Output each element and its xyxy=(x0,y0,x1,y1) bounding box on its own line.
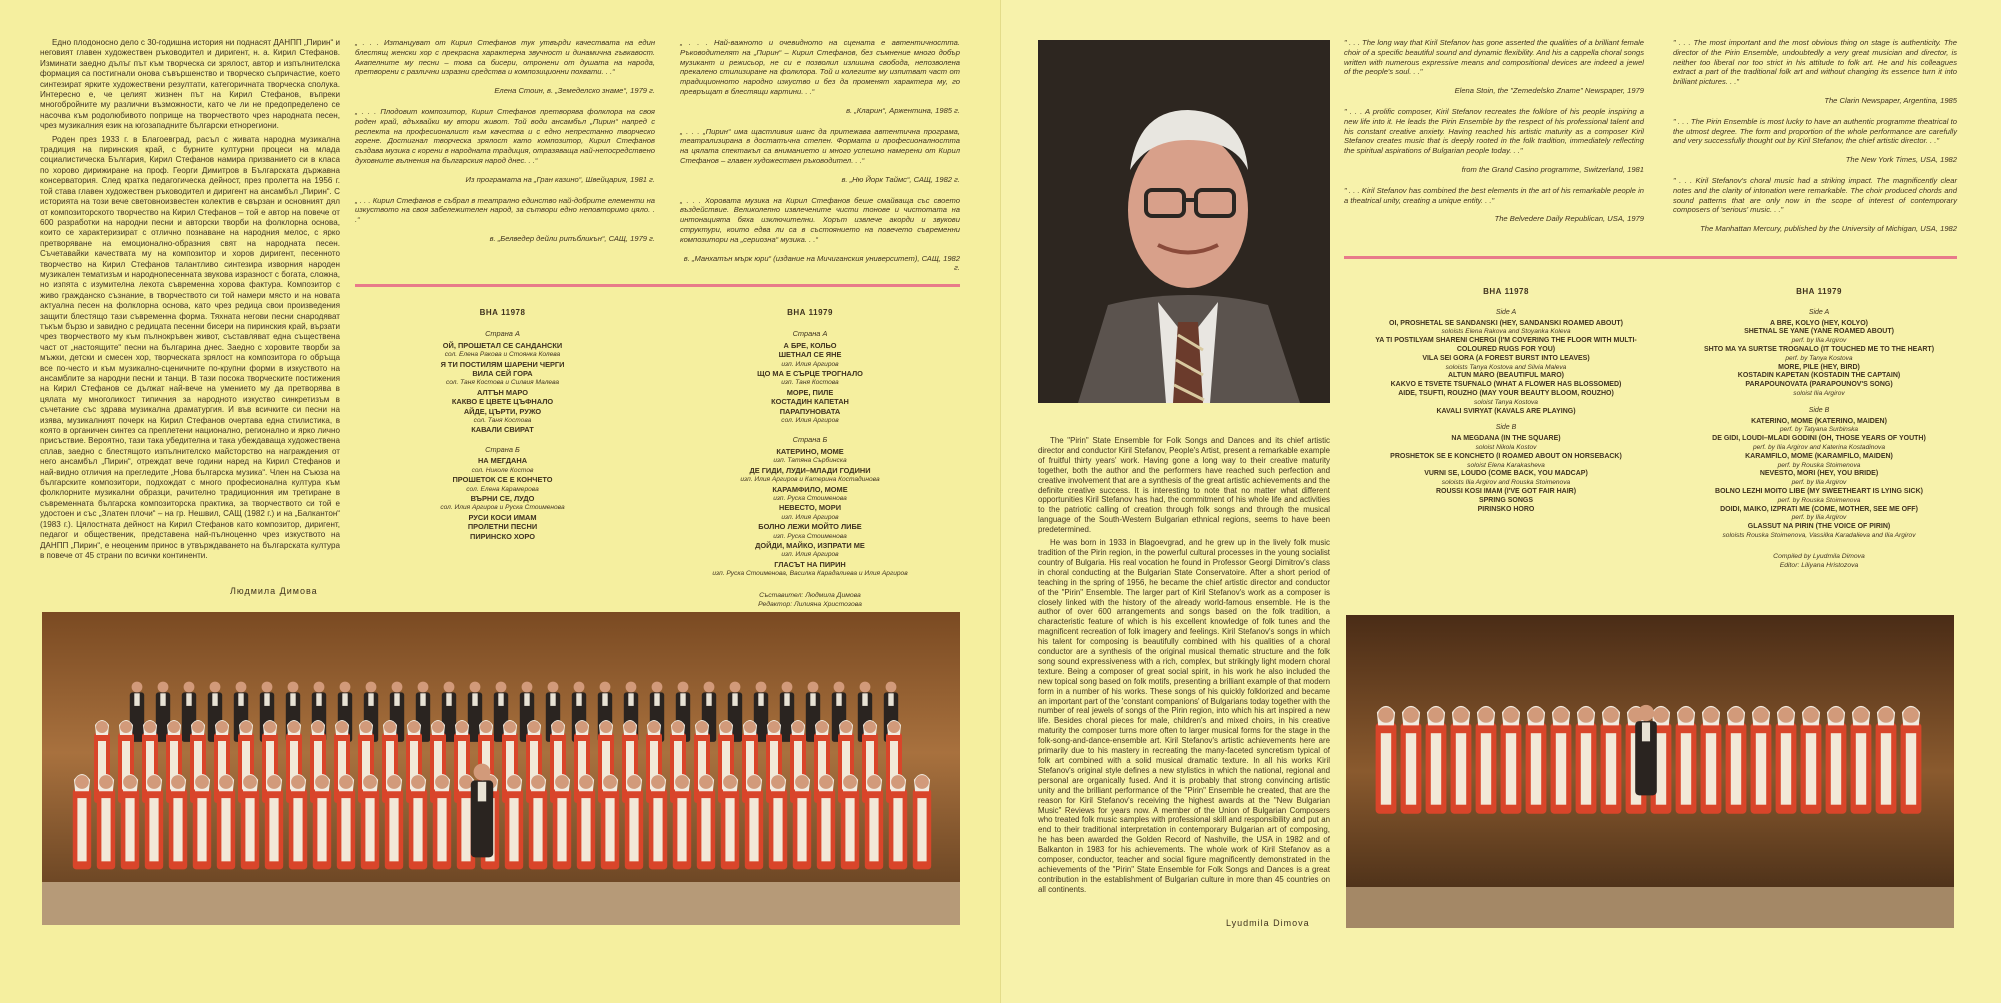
right-page xyxy=(1000,0,2001,1003)
track-title: ПРОШЕТОК СЕ Е КОНЧЕТО xyxy=(452,475,553,485)
side-label: Страна А xyxy=(485,329,520,339)
track-title: КАКВО Е ЦВЕТЕ ЦЪФНАЛО xyxy=(451,397,554,407)
bio-paragraph: He was born in 1933 in Blagoevgrad, and he grew up in the lively folk music tradition of the Pirin region, in the powerful cultural processes in the young socialist country of Bulgaria. His real vocation he found in Professor Georgi Dimitrov's class in choral conducting at the Bulgarian State Conservatoire. After a short period of teaching in the spring of 1956, he became the chief artistic director and conductor of the "Pirin" Ensemble. The larger part of Kiril Stefanov's work as a composer is closely linked with the history of the already world-famous ensemble. He is the author of over 600 arrangements and songs based on the folk tradition, a characteristic feature of which is his excellent knowledge of folk tunes and the magnificent recreation of folk imagery and feelings. Kiril Stefanov's songs in which his talent for composing is beautifully combined with his qualities of a choral conductor are a synthesis of the original musical thematic structure and the folk song sound expressiveness with a rich, complex, but strikingly light modern choral texture. Being a composer of great social spirit, in his work he also included the new topical song based on folk motifs, presenting a brilliant example of that modern form in a number of his works. These songs of his quickly folklorized and became an important part of the 'constant companions' of Bulgarians today together with the number of real jewels of songs of the Pirin region, into which his art inspired a new life. Besides choral pieces for male, children's and mixed choirs, in his creative maturity the composer turns more often to larger musical forms for the stage in the folk-song-and-dance-ensemble art. Kiril Stefanov's artistic achievements here are primarily due to his mastery in recreating the many-faceted syncretism typical of folk art combined with a solid musical dramatic texture. In all his works Kiril Stefanov's original style defines a new stylistics in which the national, regional and personal are organically fused. And it is probably that strong convincing artistic unity and the brilliant performance of the "Pirin" Ensemble he created, that are the reason for Kiril Stefanov's receiving the highest awards at the "New Bulgarian Music" Reviews for years now. A member of the Union of Bulgarian Composers who treated folk music samples with professional skill and responsibility and put an end to their traditional interpretation in contemporary Bulgarian art of composing, he has been awarded the Golden Record of Nashville, the USA in 1982 and of Balkanton in 1983 for his achievements. The whole work of Kiril Stefanov as a composer, conductor, teacher and social figure magnificently demonstrated in the achievements of the "Pirin" State Ensemble for Folk Songs and Dances is a great contribution in the establishment of Bulgarian culture in more than 45 countries on all continents. xyxy=(1038,538,1330,894)
credit-line: Съставител: Людмила Димова xyxy=(759,591,861,599)
track-title: РУСИ КОСИ ИМАМ xyxy=(468,512,537,522)
track-title: DOIDI, MAIKO, IZPRATI ME (COME, MOTHER, SEE ME OFF) xyxy=(1720,505,1918,513)
singer-figure xyxy=(1476,706,1497,814)
quote-source: в. „Кларин“, Аржентина, 1985 г. xyxy=(846,105,960,115)
side-label: Side A xyxy=(1495,308,1517,316)
singer-figure xyxy=(1751,706,1772,814)
singer-figure xyxy=(1601,706,1622,814)
track-title: БОЛНО ЛЕЖИ МОЙТО ЛИБЕ xyxy=(758,522,862,532)
choir-female-singer xyxy=(313,774,331,869)
choir-female-singer xyxy=(913,774,931,869)
conductor-portrait xyxy=(1038,40,1330,403)
track-title: KAVALI SVIRYAT (KAVALS ARE PLAYING) xyxy=(1436,407,1576,415)
quote-source: Из програмата на „Гран казино“, Швейцария, 1981 г. xyxy=(465,174,655,184)
track-title: ПАРАПУНОВАТА xyxy=(779,406,841,416)
choir-female-singer xyxy=(265,774,283,869)
track-performer: soloist Elena Karakasheva xyxy=(1467,461,1545,469)
quotes-column-2 xyxy=(680,38,960,273)
singer-figure xyxy=(1776,706,1797,814)
track-list xyxy=(1681,320,1957,399)
track-title: KARAMFILO, MOME (KARAMFILO, MAIDEN) xyxy=(1745,452,1893,460)
credits xyxy=(670,591,950,610)
track-title: VILA SEI GORA (A FOREST BURST INTO LEAVES) xyxy=(1422,354,1590,362)
side-label: Side A xyxy=(1808,308,1830,316)
track-title: ГЛАСЪТ НА ПИРИН xyxy=(774,559,846,569)
english-quotes-column-1 xyxy=(1344,38,1644,256)
track-title: ШЕТНАЛ СЕ ЯНЕ xyxy=(778,350,842,360)
track-title: Я ТИ ПОСТИЛЯМ ШАРЕНИ ЧЕРГИ xyxy=(440,359,565,369)
quote-source: The Manhattan Mercury, published by the University of Michigan, USA, 1982 xyxy=(1700,224,1957,234)
catalog-number: ВНА 11979 xyxy=(787,308,833,317)
track-list xyxy=(670,341,950,426)
track-title: КОСТАДИН КАПЕТАН xyxy=(771,397,849,407)
track-title: КАВАЛИ СВИРАТ xyxy=(471,425,534,435)
track-title: SHETNAL SE YANE (YANE ROAMED ABOUT) xyxy=(1744,328,1894,336)
quote-text: „ . . . Изтанцуват от Кирил Стефанов тук утвърди качествата на един блестящ женски хор с прекрасна характерна звучност и динамична гъвкавост. Акапелните му песни – това са бисери, отронени от душата на народа, претворени с различни изразни средства и композиционни похвати. . .“ xyxy=(355,38,655,77)
quote-text: " . . . Kiril Stefanov's choral music had a striking impact. The magnificently clear notes and the clarity of intonation were remarkable. The choir produced chords and sound patterns that are only now in the scope of interest of contemporary composers of 'serious' music. . ." xyxy=(1673,175,1957,215)
choir-female-singer xyxy=(385,774,403,869)
choir-female-singer xyxy=(241,774,259,869)
track-title: SPRING SONGS xyxy=(1478,496,1534,504)
choir-female-singer xyxy=(97,774,115,869)
track-performer: soloists Tanya Kostova and Silvia Maleva xyxy=(1445,363,1567,371)
track-performer: perf. by Tatyana Surbinska xyxy=(1779,426,1859,434)
track-performer: сол. Елена Карамерова xyxy=(466,485,539,493)
choir-female-singer xyxy=(409,774,427,869)
singer-figure xyxy=(1801,706,1822,814)
quote-text: „ . . . Хоровата музика на Кирил Стефанов беше смайваща със своето въздействие. Великолепно извлечените чисти тонове и чистотата на интонацията бяха изключителни. Хорът извлече акорди и звукови структури, които едва ли са в състоянието на повечето съвременни композитори на „сериозна“ музика. . .“ xyxy=(680,195,960,244)
singer-figure xyxy=(1426,706,1447,814)
track-performer: сол. Таня Костова xyxy=(473,417,532,425)
track-title: GLASSUT NA PIRIN (THE VOICE OF PIRIN) xyxy=(1747,523,1891,531)
singer-figure xyxy=(1701,706,1722,814)
bio-signature: Lyudmila Dimova xyxy=(1226,918,1310,928)
choir-female-singer xyxy=(169,774,187,869)
choir-female-singer xyxy=(73,774,91,869)
divider-rule xyxy=(355,284,960,287)
track-performer: soloist Tanya Kostova xyxy=(1474,398,1538,406)
track-performer: perf. by Ilia Argirov xyxy=(1791,514,1847,522)
track-performer: soloists Rouska Stoimenova, Vassilka Karadalieva and Ilia Argirov xyxy=(1722,531,1916,539)
catalog-number: ВНА 11978 xyxy=(1483,287,1529,296)
track-performer: perf. by Rouska Stoimenova xyxy=(1777,461,1861,469)
singer-figure xyxy=(1451,706,1472,814)
quote-source: from the Grand Casino programme, Switzerland, 1981 xyxy=(1461,164,1644,174)
track-title: АЙДЕ, ЦЪРТИ, РУЖО xyxy=(463,406,542,416)
choir-female-singer xyxy=(841,774,859,869)
track-title: PROSHETOK SE E KONCHETO (I ROAMED ABOUT ON HORSEBACK) xyxy=(1390,452,1622,460)
tracklist-vna-11979-bg xyxy=(670,308,950,608)
bio-paragraph: Едно плодоносно дело с 30-годишна история ни поднасят ДАНПП „Пирин“ и неговият главен художествен ръководител и диригент, н. а. Кирил Стефанов. Изминати заедно дълъг път към творческа си зрялост, автор и изпълнителска формация са постигнали онова съвършенство и творческо съпричастие, което синтезират ярките художествени резултати, категоричната творческа сполука. Интересно е, че целият жизнен път на Кирил Стефанов, въпреки многобройните му различни възможности, като че ли не предопределено се насочва към родолюбивото поприще на творчеството чрез народната песен, чрез музикалния език на югозападните български етнорегиони. xyxy=(40,38,340,131)
quote-text: „ . . . Плодовит композитор, Кирил Стефанов претворява фолклора на своя роден край, вдъхвайки му втори живот. Той води ансамбъл „Пирин“ напред с респекта на професионалист към качества и с едно непрестанно творческо горене. Достигнал творческа зрялост като композитор, Кирил Стефанов създава музика с корени в народната традиция, отразяваща най-непосредствено духовните вълнения на българския народ днес. . .“ xyxy=(355,106,655,165)
choir-female-singer xyxy=(721,774,739,869)
ensemble-photo-right-image xyxy=(1346,615,1954,928)
choir-female-singer xyxy=(889,774,907,869)
track-performer: изп. Илия Аргиров и Катерина Костадинова xyxy=(740,476,880,484)
quote-text: " . . . A prolific composer, Kiril Stefanov recreates the folklore of his people inspiring a new life into it. He leads the Pirin Ensemble by the respect of his professional talent and his constant creative anxiety. Having reached his artistic maturity as a composer Kiril Stefanov creates music that is deeply rooted in the folk tradition, immediately reflecting the spiritual aspirations of Bulgarian people today. . ." xyxy=(1344,106,1644,156)
side-label: Страна Б xyxy=(485,444,520,454)
track-performer: изп. Руска Стоименова xyxy=(773,494,847,502)
choir-female-singer xyxy=(193,774,211,869)
credits xyxy=(1681,553,1957,571)
singer-figure xyxy=(1676,706,1697,814)
quote-text: „ . . . „Пирин“ има щастливия шанс да притежава автентична програма, театрализирана в достатъчна степен. Формата и професионалността на цялата спектакъл са вниманието и много успешно намерени от Кирил Стефанов – главен художествен ръководител. . .“ xyxy=(680,126,960,165)
track-list xyxy=(1371,320,1641,417)
quote-source: Елена Стоин, в. „Земеделско знаме“, 1979 г. xyxy=(494,86,655,96)
track-title: ПИРИНСКО ХОРО xyxy=(470,531,535,541)
track-title: KATERINO, MOME (KATERINO, MAIDEN) xyxy=(1751,417,1887,425)
choir-female-singer xyxy=(673,774,691,869)
track-title: PIRINSKO HORO xyxy=(1477,505,1535,513)
singer-figure xyxy=(1376,706,1397,814)
track-title: NA MEGDANA (IN THE SQUARE) xyxy=(1451,435,1561,443)
choir-female-singer xyxy=(145,774,163,869)
choir-female-singer xyxy=(817,774,835,869)
singer-figure xyxy=(1501,706,1522,814)
choir-female-singer xyxy=(601,774,619,869)
track-performer: soloists Elena Rakova and Stoyanka Koleva xyxy=(1441,328,1571,336)
track-title: SHTO MA YA SURTSE TROGNALO (IT TOUCHED ME TO THE HEART) xyxy=(1703,345,1935,353)
track-title: ЩО МА Е СЪРЦЕ ТРОГНАЛО xyxy=(757,369,863,379)
track-title: MORE, PILE (HEY, BIRD) xyxy=(1778,363,1860,371)
choir-female-singer xyxy=(217,774,235,869)
side-label: Страна А xyxy=(792,329,828,339)
singer-figure xyxy=(1526,706,1547,814)
quotes-column-1 xyxy=(355,38,655,248)
track-title: DE GIDI, LOUDI–MLADI GODINI (OH, THOSE YEARS OF YOUTH) xyxy=(1712,435,1926,443)
track-title: ALTUN MARO (BEAUTIFUL MARO) xyxy=(1447,372,1564,380)
catalog-number: ВНА 11978 xyxy=(479,308,526,317)
bio-paragraph: Роден през 1933 г. в Благоевград, расъл с живата народна музикална традиция на пиринския край, с бурните културни процеси на млада социалистическа България, Кирил Стефанов намира призванието си в класа по хорово дирижиране на проф. Георги Димитров в Българската държавна консерватория. След кратка педагогическа дейност, през пролетта на 1956 г. той става главен художествен ръководител и диригент на ансамбъл „Пирин“. С историята на този вече световноизвестен колектив е свързан и основният дял от композиторското творчество на Кирил Стефанов – той е автор на повече от 600 разработки на народни песни и авторски творби на фолклорна основа, които се характеризират с отлично познаване на народния мелос, с ярко претворяване на емоционално-образния свят на народната песен. Съчетавайки качествата му на композитор и хоров диригент, песенното творчество на Кирил Стефанов талантливо синтезира изворния народен музикален тематизъм и народнопесенната звукова изразност с богата, сложна, но изпята с изумителна лекота съвременна хорова фактура. Композитор с живо гражданско съзнание, в творчеството си той намери място и на новата актуална песен на фолклорна основа, като чрез редица свои произведения защити блестящо тази съвременна форма. Тяхната негови песни снародяват тъкъм бързо и завидно с редицата песенни бисери на пиринския край, вързати чрез творчеството му към пълнокръвен живот, съставляват една съществена част от „настоящите“ песни на българина днес. Заедно с хоровите творби за мъжки, детски и смесен хор, творческата зрялост на композитора го обръща все по-често и към музикално-сценичните по-крупни форми в изкуството на ансамблите за народни песни и танци. В тази посока творческите постижения на Кирил Стефанов се дължат най-вече на умението му да претворява в цялата му многоликост типичния за народното изкуство синкретизъм в съчетание със здрава музикална драматургия. И във всичките си песни на изява, музикалният почерк на Кирил Стефанов очертава една стилистика, в която в органичен синтез са преплетени национално, регионално и ярко лично присъствие. Вероятно, тази така убедителна и така убеждаваща художествена сплав, заедно с блестящото изпълнителско майсторство на награждения от него ансамбъл „Пирин“, отреждат вече години наред на Кирил Стефанов и най-видно отличия на прегледите „Нова българска музика“. Член на Съюза на българските композитори, подхождат с много професионална култура към фолклорните музикални образци, рачително традиционния им третиране в съвременната българска композиторска практика, за творчеството си той е удостоен и със „Златен плочи“ – на гр. Нешвил, САЩ (1982 г.) и на „Балкантон“ (1983 г.). Цялостната дейност на Кирил Стефанов като композитор, диригент, педагог и общественик, представена най-пълноценно чрез изкуството на ДАНПП „Пирин“, е неоценим принос в утвърждаването на българската култура в повече от 45 страни по всички континенти. xyxy=(40,134,340,560)
track-list xyxy=(370,456,635,541)
quote-source: The Clarin Newspaper, Argentina, 1985 xyxy=(1824,95,1957,105)
track-performer: изп. Руска Стоименова xyxy=(773,532,847,540)
choir-female-singer xyxy=(865,774,883,869)
side-label: Side B xyxy=(1495,424,1517,432)
track-title: ROUSSI KOSI IMAM (I'VE GOT FAIR HAIR) xyxy=(1435,487,1577,495)
track-performer: soloist Ilia Argirov xyxy=(1793,389,1845,397)
track-performer: изп. Татяна Сърбинска xyxy=(773,457,847,465)
track-performer: изп. Илия Аргиров xyxy=(781,513,839,521)
track-performer: perf. by Rouska Stoimenova xyxy=(1777,496,1861,504)
track-performer: сол. Елена Ракова и Стоянка Колева xyxy=(444,351,561,359)
tracklist-vna-11978-en xyxy=(1371,288,1641,598)
credit-line: Редактор: Лилияна Христозова xyxy=(758,600,862,608)
track-title: PARAPOUNOVATA (PARAPOUNOV'S SONG) xyxy=(1745,381,1893,389)
track-performer: perf. by Ilia Argirov xyxy=(1791,479,1847,487)
singer-figure xyxy=(1901,706,1922,814)
choir-female-singer xyxy=(433,774,451,869)
tracklist-vna-11978-bg xyxy=(370,308,635,576)
track-performer: сол. Николе Костов xyxy=(471,466,534,474)
divider-rule xyxy=(1344,256,1957,259)
singer-figure xyxy=(1876,706,1897,814)
quote-text: " . . . The long way that Kiril Stefanov has gone asserted the qualities of a brilliant female choir of a specific beautiful sound and dynamic flexibility. And his a cappella choral songs written with numerous expressive means and compositional devices are indeed a jewel of the people's soul. . ." xyxy=(1344,38,1644,77)
quote-source: Elena Stoin, the "Zemedelsko Zname" Newspaper, 1979 xyxy=(1454,86,1644,96)
choir-female-singer xyxy=(529,774,547,869)
track-title: AIDE, TSUFTI, ROUZHO (MAY YOUR BEAUTY BLOOM, ROUZHO) xyxy=(1398,389,1614,397)
bio-paragraph: The "Pirin" State Ensemble for Folk Songs and Dances and its chief artistic director and conductor Kiril Stefanov, People's Artist, present a remarkable example of fruitful thirty years' work. Having gone a long way to their creative maturity together, both the author and the performers have reached such perfection and creative involvement that are a synthesis of the great artistic achievements and the definite creative success. It is interesting to note that no matter what different opportunities Kiril Stefanov has had, the commitment of his whole life and activities to the patriotic calling of creation through folk songs and through the musical language of the South-Western Bulgarian ethnical regions, seems to have been predetermined. xyxy=(1038,436,1330,535)
quote-text: „ . . . Кирил Стефанов е събрал в театрално единство най-добрите елементи на изкуството на своя забележителен народ, за сътвори едно неповторимо цяло. . .“ xyxy=(355,195,655,225)
track-performer: сол. Илия Аргиров и Руска Стоименова xyxy=(440,504,565,512)
choir-female-singer xyxy=(793,774,811,869)
tracklist-vna-11979-en xyxy=(1681,288,1957,613)
bulgarian-biography xyxy=(40,38,340,593)
credit-line: Editor: Liliyana Hristozova xyxy=(1779,561,1859,569)
track-list xyxy=(1681,418,1957,541)
track-title: НЕВЕСТО, МОРИ xyxy=(778,503,842,513)
track-title: ВЪРНИ СЕ, ЛУДО xyxy=(470,493,535,503)
track-performer: изп. Илия Аргиров xyxy=(781,360,839,368)
track-title: KAKVO E TSVETE TSUFNALO (WHAT A FLOWER HAS BLOSSOMED) xyxy=(1390,381,1622,389)
track-title: МОРЕ, ПИЛЕ xyxy=(786,387,834,397)
track-title: KOSTADIN KAPETAN (KOSTADIN THE CAPTAIN) xyxy=(1737,372,1901,380)
choir-female-singer xyxy=(577,774,595,869)
credit-line: Compiled by Lyudmila Dimova xyxy=(1773,552,1865,560)
track-title: BOLNO LEZHI MOITO LIBE (MY SWEETHEART IS LYING SICK) xyxy=(1715,487,1923,495)
choir-female-singer xyxy=(337,774,355,869)
track-title: ДЕ ГИДИ, ЛУДИ–МЛАДИ ГОДИНИ xyxy=(749,465,871,475)
singer-figure xyxy=(1576,706,1597,814)
track-list xyxy=(370,341,635,435)
track-performer: изп. Руска Стоименова, Василка Карадалиева и Илия Аргиров xyxy=(712,570,908,578)
track-title: ПРОЛЕТНИ ПЕСНИ xyxy=(467,522,538,532)
track-title: VURNI SE, LOUDO (COME BACK, YOU MADCAP) xyxy=(1424,470,1588,478)
track-title: YA TI POSTILYAM SHARENI CHERGI (I'M COVERING THE FLOOR WITH MULTI-COLOURED RUGS FOR YOU) xyxy=(1375,337,1637,353)
catalog-number: ВНА 11979 xyxy=(1796,287,1842,296)
track-title: АЛТЪН МАРО xyxy=(476,387,529,397)
track-title: ОЙ, ПРОШЕТАЛ СЕ САНДАНСКИ xyxy=(442,340,563,350)
choir-female-singer xyxy=(361,774,379,869)
ensemble-photo-right xyxy=(1346,615,1954,928)
track-title: НА МЕГДАНА xyxy=(477,456,528,466)
quote-source: The Belvedere Daily Republican, USA, 1979 xyxy=(1494,214,1644,224)
track-performer: perf. by Ilia Argirov and Katerina Kostadinova xyxy=(1752,443,1886,451)
english-quotes-column-2 xyxy=(1673,38,1957,256)
singer-figure xyxy=(1551,706,1572,814)
track-performer: perf. by Tanya Kostova xyxy=(1785,354,1853,362)
track-title: NEVESTO, MORI (HEY, YOU BRIDE) xyxy=(1759,470,1879,478)
quote-source: в. „Ню Йорк Таймс“, САЩ, 1982 г. xyxy=(841,174,960,184)
choir-female-singer xyxy=(553,774,571,869)
quote-source: в. „Белведер дейли рипъбликън“, САЩ, 1979 г. xyxy=(489,233,655,243)
side-label: Side B xyxy=(1808,406,1830,414)
track-list xyxy=(670,447,950,579)
track-performer: изп. Илия Аргиров xyxy=(781,551,839,559)
track-title: OI, PROSHETAL SE SANDANSKI (HEY, SANDANSKI ROAMED ABOUT) xyxy=(1389,319,1623,327)
choir-female-singer xyxy=(649,774,667,869)
track-title: ВИЛА СЕЙ ГОРА xyxy=(472,369,533,379)
quote-text: " . . . The Pirin Ensemble is most lucky to have an authentic programme theatrical to the utmost degree. The form and proportion of the whole performance are carefully and very successfully thought out by Kiril Stefanov, the chief artistic director. . ." xyxy=(1673,116,1957,146)
quote-text: " . . . Kiril Stefanov has combined the best elements in the art of his remarkable people in a theatrical unity, creating a unique entity. . ." xyxy=(1344,185,1644,205)
track-list xyxy=(1371,435,1641,514)
track-title: A BRE, KOLYO (HEY, KOLYO) xyxy=(1769,319,1869,327)
track-title: А БРЕ, КОЛЬО xyxy=(783,340,837,350)
choir-female-singer xyxy=(769,774,787,869)
left-page xyxy=(0,0,1000,1003)
conductor-portrait-image xyxy=(1038,40,1330,403)
ensemble-photo-left-image xyxy=(42,612,960,925)
choir-female-singer xyxy=(121,774,139,869)
singer-figure xyxy=(1851,706,1872,814)
track-title: ДОЙДИ, МАЙКО, ИЗПРАТИ МЕ xyxy=(755,540,865,550)
quote-text: " . . . The most important and the most obvious thing on stage is authenticity. The director of the Pirin Ensemble, undoubtedly a very great musician and director, is neither too liberal nor too strict in his attitude to folk art. He and his colleagues extract a part of the traditional folk art and without changing its essence turn it into brilliant pictures. . ." xyxy=(1673,38,1957,87)
singer-figure xyxy=(1826,706,1847,814)
track-performer: изп. Таня Костова xyxy=(781,379,839,387)
track-title: КАТЕРИНО, МОМЕ xyxy=(776,446,844,456)
choir-female-singer xyxy=(505,774,523,869)
singer-figure xyxy=(1726,706,1747,814)
choir-female-singer xyxy=(697,774,715,869)
english-biography xyxy=(1038,436,1330,914)
bio-signature: Людмила Димова xyxy=(230,586,318,596)
track-performer: сол. Илия Аргиров xyxy=(781,417,839,425)
track-performer: soloist Nikola Kostov xyxy=(1475,443,1537,451)
track-performer: perf. by Ilia Argirov xyxy=(1791,337,1847,345)
track-performer: сол. Таня Костова и Силвия Малева xyxy=(445,379,560,387)
choir-female-singer xyxy=(289,774,307,869)
choir-female-singer xyxy=(625,774,643,869)
quote-source: в. „Манхатън мърк юри“ (издание на Мичиганския университет), САЩ, 1982 г. xyxy=(683,253,960,273)
quote-source: The New York Times, USA, 1982 xyxy=(1845,155,1957,165)
singer-figure xyxy=(1401,706,1422,814)
track-performer: soloists Ilia Argirov and Rouska Stoimenova xyxy=(1441,479,1571,487)
quote-text: „ . . . Най-важното и очевидното на сцената е автентичността. Ръководителят на „Пирин“ – Кирил Стефанов, без съмнение много добър музикант и режисьор, не си е позволил излишна свобода, непозволена прекалено стилизиране на фолклора. Той и колегите му изпитват част от традиционното народно изкуство и без да променят характера му, го превръщат в блестящи картини. . .“ xyxy=(680,38,960,96)
choir-female-singer xyxy=(745,774,763,869)
track-title: КАРАМФИЛО, МОМЕ xyxy=(772,484,848,494)
side-label: Страна Б xyxy=(792,435,828,445)
ensemble-photo-left xyxy=(42,612,960,925)
